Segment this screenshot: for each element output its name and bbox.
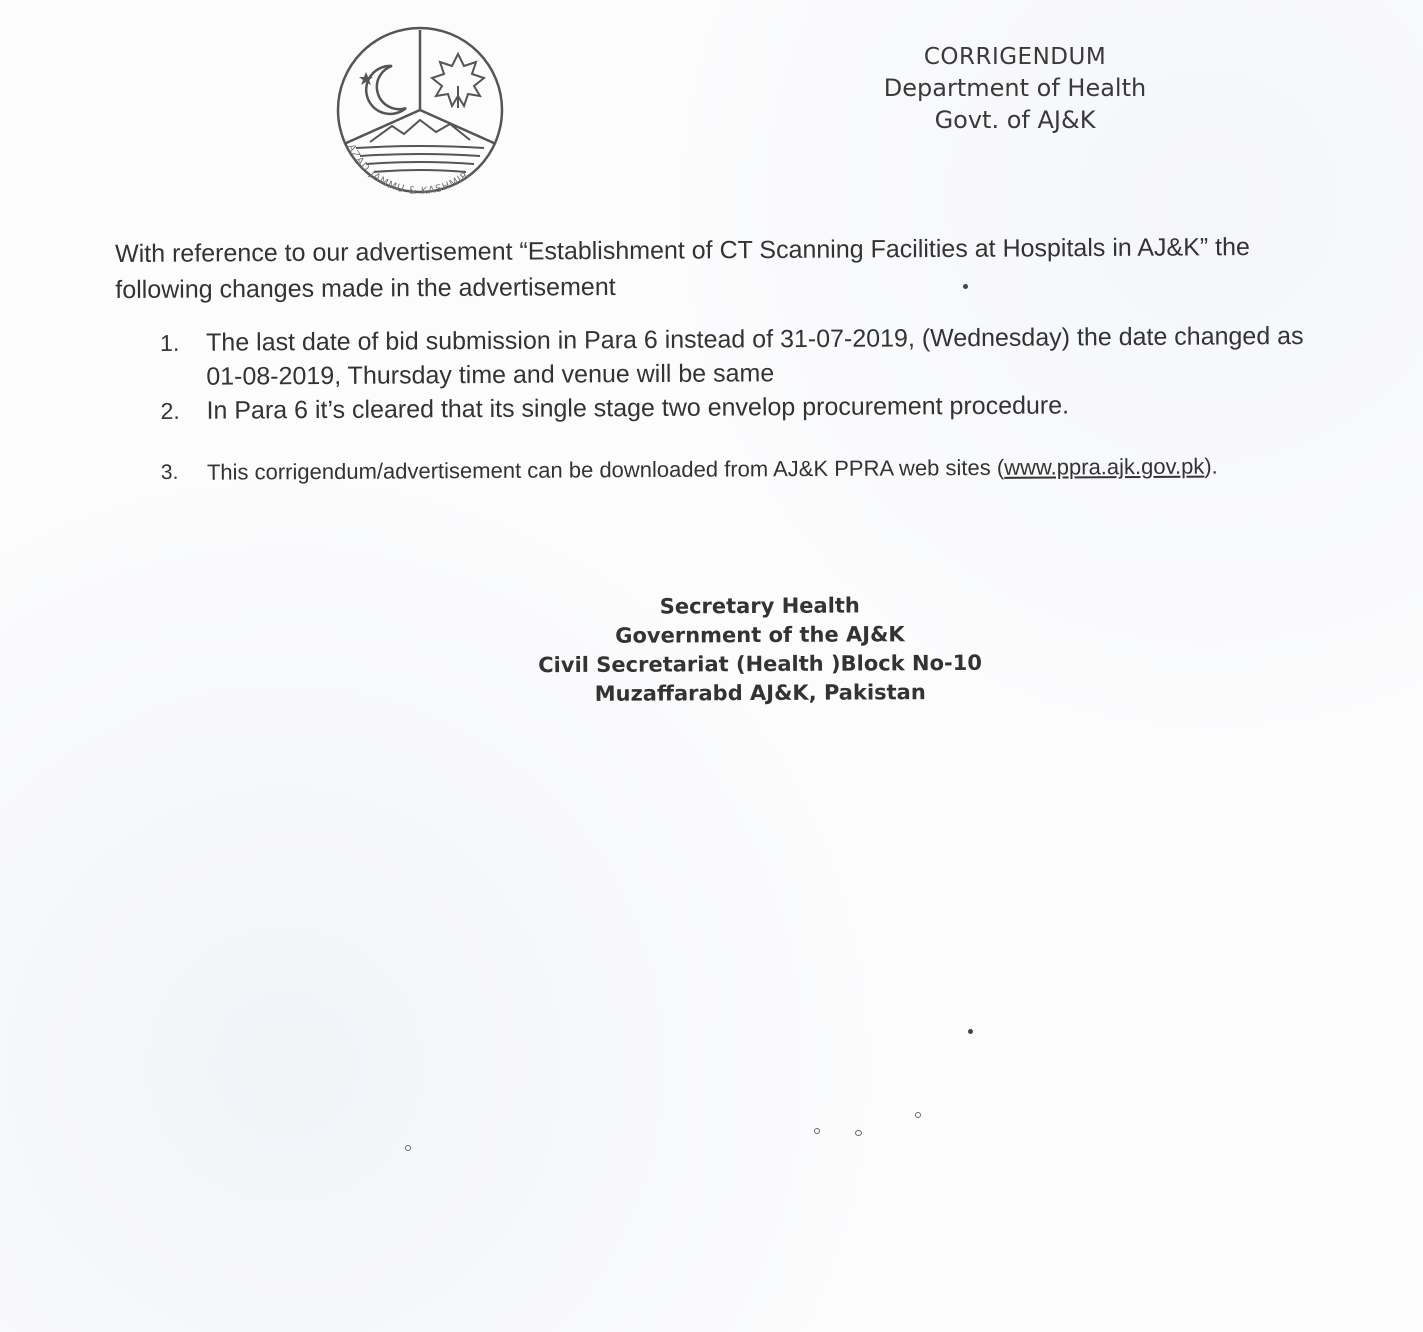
signatory-title: Secretary Health bbox=[659, 593, 860, 619]
scan-speck bbox=[963, 284, 968, 289]
scan-speck bbox=[405, 1145, 411, 1151]
list-item bbox=[161, 449, 1316, 490]
signature-block bbox=[520, 591, 1001, 710]
list-item bbox=[160, 387, 1315, 428]
scan-speck bbox=[915, 1112, 921, 1118]
item-number: 3. bbox=[160, 460, 179, 484]
document-title: CORRIGENDUM bbox=[923, 44, 1107, 70]
list-item bbox=[160, 319, 1315, 394]
item-text bbox=[207, 454, 1218, 485]
intro-paragraph: With reference to our advertisement “Establishment of CT Scanning Facilities at Hospitals in AJ&K” the following changes made in the advertisement bbox=[115, 233, 1250, 304]
changes-list bbox=[160, 319, 1316, 490]
scan-speck bbox=[814, 1128, 820, 1134]
item-text-before: This corrigendum/advertisement can be downloaded from AJ&K PPRA web sites ( bbox=[206, 454, 1005, 485]
scan-speck bbox=[968, 1029, 973, 1034]
department-name: Department of Health bbox=[883, 74, 1147, 102]
item-number: 1. bbox=[160, 329, 180, 356]
ajk-emblem-icon bbox=[330, 26, 510, 206]
government-name: Govt. of AJ&K bbox=[934, 106, 1096, 134]
signatory-address: Muzaffarabd AJ&K, Pakistan bbox=[594, 680, 926, 706]
item-text-after: ). bbox=[1204, 453, 1218, 479]
ppra-website-link[interactable]: www.ppra.ajk.gov.pk bbox=[1004, 453, 1205, 480]
document-heading bbox=[860, 42, 1170, 136]
scan-speck bbox=[855, 1130, 862, 1136]
item-text: The last date of bid submission in Para 6 instead of 31-07-2019, (Wednesday) the date changed as 01-08-2019, Thursday time and venue will be same bbox=[206, 322, 1304, 391]
signatory-government: Government of the AJ&K bbox=[615, 622, 905, 648]
emblem-ring-text: AZAD JAMMU & KASHMIR bbox=[345, 142, 472, 198]
item-number: 2. bbox=[160, 397, 180, 424]
signatory-office: Civil Secretariat (Health )Block No-10 bbox=[538, 650, 982, 678]
item-text: In Para 6 it’s cleared that its single stage two envelop procurement procedure. bbox=[206, 391, 1070, 425]
